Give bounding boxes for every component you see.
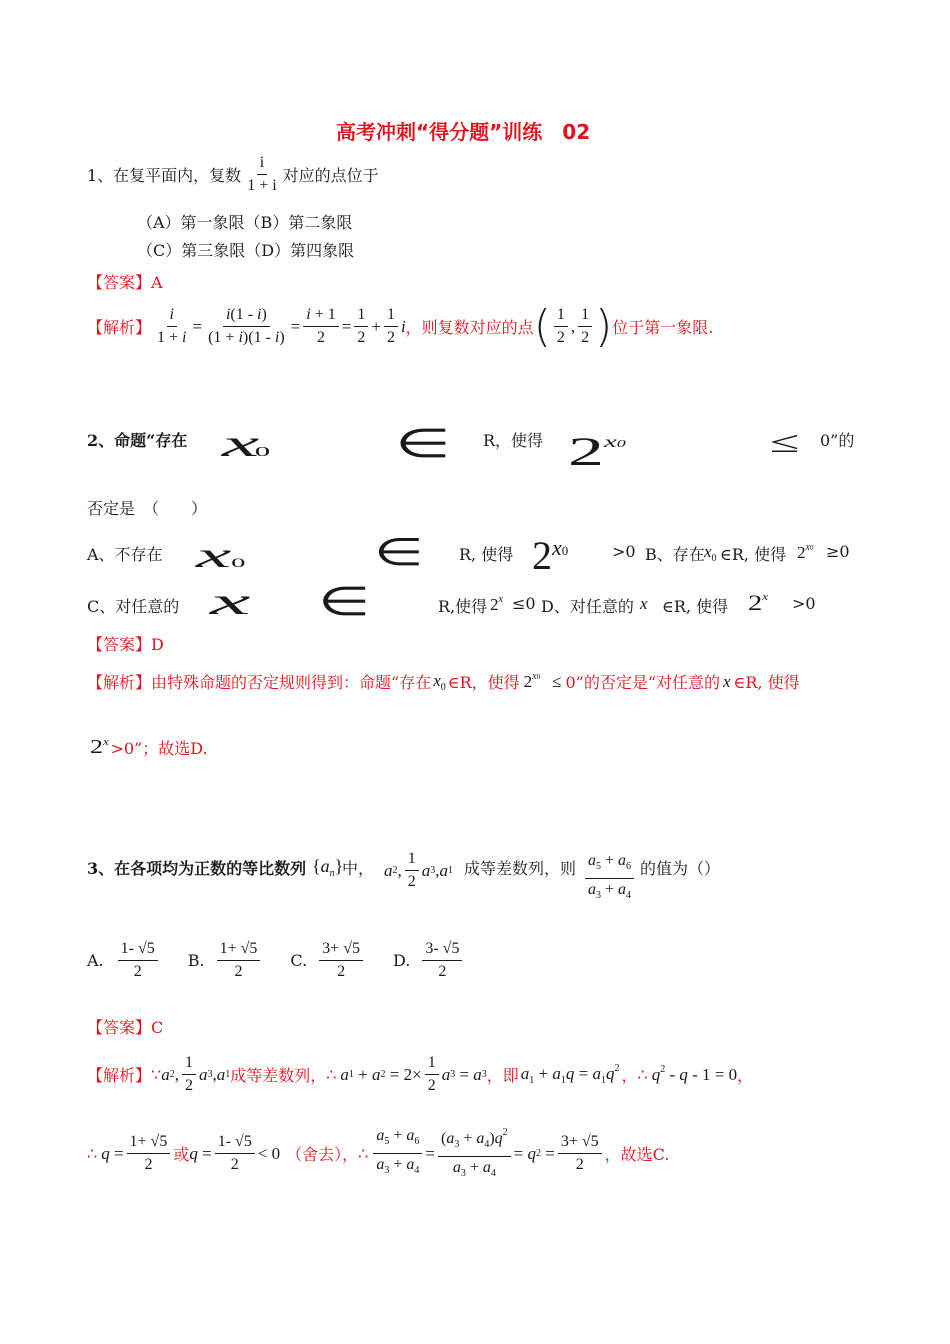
- q3-analysis-q2: q = $\frac{1- √5}{2}$ < 0: [189, 1133, 281, 1173]
- q3-seq-terms: a 2 , $\frac{1}{2}$ a 3 , a 1: [384, 850, 453, 890]
- q2-optC-x: x: [210, 581, 251, 623]
- q3-analysis-4: 或: [173, 1145, 190, 1164]
- q2-optA-pow: $2^{x0}$: [532, 533, 569, 578]
- q2-stem-line2: 否定是 （ ）: [87, 499, 208, 518]
- q2-analysis-x: x: [723, 671, 731, 691]
- q2-analysis-5: >0”；故选D.: [110, 739, 208, 758]
- q3-analysis-eq3: $q^2 - q - 1 = 0$: [651, 1064, 738, 1084]
- q2-optD-mid: ∈R, 使得: [662, 597, 729, 616]
- q2-answer-value: D: [151, 635, 164, 654]
- q1-stem: [87, 152, 379, 197]
- q3-analysis-1: 成等差数列，: [230, 1066, 327, 1085]
- q3-analysis-eq2: $a_1 + a_1q = a_1q^2$: [520, 1063, 620, 1086]
- q2-optC-pre: C、对任意的: [87, 597, 180, 616]
- q2-analysis-x0: $x_0$: [433, 670, 446, 693]
- q3-analysis-comma: ，: [737, 1066, 754, 1085]
- q2-le-big: ≤: [770, 426, 800, 459]
- q2-optB-pre: B、存在: [645, 545, 705, 564]
- answer-label: 【答案】: [87, 635, 152, 654]
- q2-analysis-pow: $2^{x0}$: [523, 671, 541, 691]
- q3-stem-pre: 3、在各项均为正数的等比数列: [87, 859, 307, 878]
- q3-optD-label: D.: [392, 951, 411, 970]
- q1-analysis-end: 位于第一象限.: [612, 318, 714, 337]
- q3-analysis-terms: a 2 , $\frac{1}{2}$ a 3 , a 1: [161, 1054, 231, 1094]
- q2-analysis-4: ∈R, 使得: [733, 673, 800, 692]
- q2-optB-x0: $x_0$: [704, 542, 717, 564]
- q2-stem-pre-text: 2、命题“存在: [87, 431, 188, 450]
- q3-optC-value: $\frac{3+ √5}{2}$: [319, 938, 363, 983]
- q3-optC-label: C.: [290, 951, 308, 970]
- q2-analysis-le: ≤: [552, 671, 562, 691]
- q2-optC-pow: 2$^x$: [490, 594, 503, 614]
- therefore-symbol: ∴: [326, 1065, 337, 1084]
- q3-options: [87, 938, 462, 983]
- q3-optB-label: B.: [187, 951, 205, 970]
- q1-analysis-math: $\frac{i}{1 + i}$ = $\frac{i(1 - i)}{(1 + i)(1 - i)}$ = $\frac{i + 1}{2}$ = $\frac{1}{2}$ + $\frac{1}{2}$ i: [157, 306, 406, 346]
- q2-optD-pow: 2$^x$: [748, 590, 769, 615]
- therefore-symbol: ∴: [87, 1144, 98, 1163]
- q2-optA-pre: A、不存在: [87, 545, 163, 564]
- q3-optA-label: A.: [87, 951, 104, 970]
- q2-analysis-1: 由特殊命题的否定规则得到：命题“存在: [151, 673, 432, 692]
- q3-answer-value: C: [151, 1018, 164, 1037]
- q2-stem-mid: R，使得: [483, 431, 544, 450]
- q1-analysis-text: ，则复数对应的点: [405, 318, 534, 337]
- q3-ratio: $\frac{a_5 + a_6}{a_3 + a_4}$: [582, 850, 637, 907]
- q1-answer-value: A: [151, 273, 163, 292]
- q1-stem-post: 对应的点位于: [282, 166, 379, 185]
- q3-analysis-2: ，即: [486, 1066, 519, 1085]
- q3-optD-value: $\frac{3- √5}{2}$: [422, 938, 462, 983]
- q1-options-row1: （A）第一象限（B）第二象限: [137, 213, 353, 232]
- q3-analysis-eq1: a 1 + a 2 = 2× $\frac{1}{2}$ a 3 = a 3: [340, 1054, 487, 1094]
- therefore-symbol: ∴: [637, 1065, 648, 1084]
- q3-answer: [87, 1015, 163, 1038]
- q3-stem-mid2: 成等差数列，则: [464, 859, 577, 878]
- q2-analysis-pow2: 2$^x$: [90, 736, 109, 758]
- q2-optB-mid: ∈R, 使得: [720, 545, 787, 564]
- q1-answer: [87, 270, 163, 293]
- q1-point: ( $\frac{1}{2}$ , $\frac{1}{2}$ ): [533, 300, 613, 352]
- q2-stem-pre: [87, 428, 187, 451]
- q3-analysis-3: ，: [621, 1066, 638, 1085]
- q1-options-row2: （C）第三象限（D）第四象限: [137, 241, 355, 260]
- q2-optC-in: ∈: [318, 579, 371, 624]
- q3-analysis-6: ，故选C.: [604, 1145, 670, 1164]
- q2-in-big: ∈: [395, 421, 451, 466]
- q3-seq-an: $\{a_n\}$: [312, 856, 344, 879]
- q2-optD-pre: D、对任意的: [541, 597, 634, 616]
- analysis-label: 【解析】: [87, 1066, 152, 1085]
- q2-pow-big: $2^{x0}$: [568, 429, 626, 474]
- answer-label: 【答案】: [87, 1018, 152, 1037]
- q3-optA-value: $\frac{1- √5}{2}$: [118, 938, 158, 983]
- analysis-label: 【解析】: [87, 673, 152, 692]
- q2-optD-x: x: [640, 594, 648, 613]
- q3-analysis-final: $\frac{a_5 + a_6}{a_3 + a_4}$ = $\frac{(a_3 + a_4)q^2}{a_3 + a_4}$ = q 2 = $\frac{3+ √5}{2}$: [370, 1122, 604, 1185]
- q2-analysis-2: ∈R，使得: [447, 673, 520, 692]
- because-symbol: ∵: [151, 1065, 162, 1084]
- q2-optD-tail: >0: [792, 594, 816, 613]
- q2-optB-pow: $2^{x0}$: [797, 542, 814, 562]
- q2-optA-mid: R, 使得: [459, 545, 514, 564]
- analysis-label: 【解析】: [87, 318, 152, 337]
- q2-answer: [87, 632, 164, 655]
- answer-label: 【答案】: [87, 273, 152, 292]
- q3-analysis-line1: [87, 1052, 753, 1097]
- q2-optC-mid: R,使得: [438, 597, 488, 616]
- q3-stem-mid: 中，: [342, 859, 375, 878]
- q1-analysis: [87, 300, 714, 352]
- q1-stem-pre: 1、在复平面内，复数: [87, 166, 242, 185]
- q3-analysis-line2: [87, 1122, 669, 1185]
- q2-optA-in: ∈: [374, 532, 424, 574]
- q2-analysis-line2: [90, 736, 208, 759]
- q2-optA-x0: x0: [196, 535, 246, 575]
- q3-stem-end: 的值为（）: [640, 859, 721, 878]
- therefore-symbol: ∴: [358, 1144, 369, 1163]
- page-title: 高考冲刺“得分题”训练 02: [336, 120, 591, 144]
- q2-x0-big: x0: [222, 423, 266, 465]
- q1-fraction: $\frac{i}{1 + i}$: [247, 154, 277, 194]
- q2-stem-end: 0”的: [820, 431, 855, 450]
- q3-analysis-5: （舍去），: [286, 1145, 359, 1164]
- q2-optB-tail: ≥0: [826, 542, 850, 561]
- q2-analysis-line1: [87, 670, 800, 693]
- q3-optB-value: $\frac{1+ √5}{2}$: [217, 938, 261, 983]
- q2-analysis-3: 0”的否定是“对任意的: [565, 673, 720, 692]
- q3-analysis-q1: q = $\frac{1+ √5}{2}$: [101, 1131, 173, 1176]
- q2-optA-tail: >0: [612, 542, 636, 561]
- q2-optC-tail: ≤0: [512, 594, 536, 613]
